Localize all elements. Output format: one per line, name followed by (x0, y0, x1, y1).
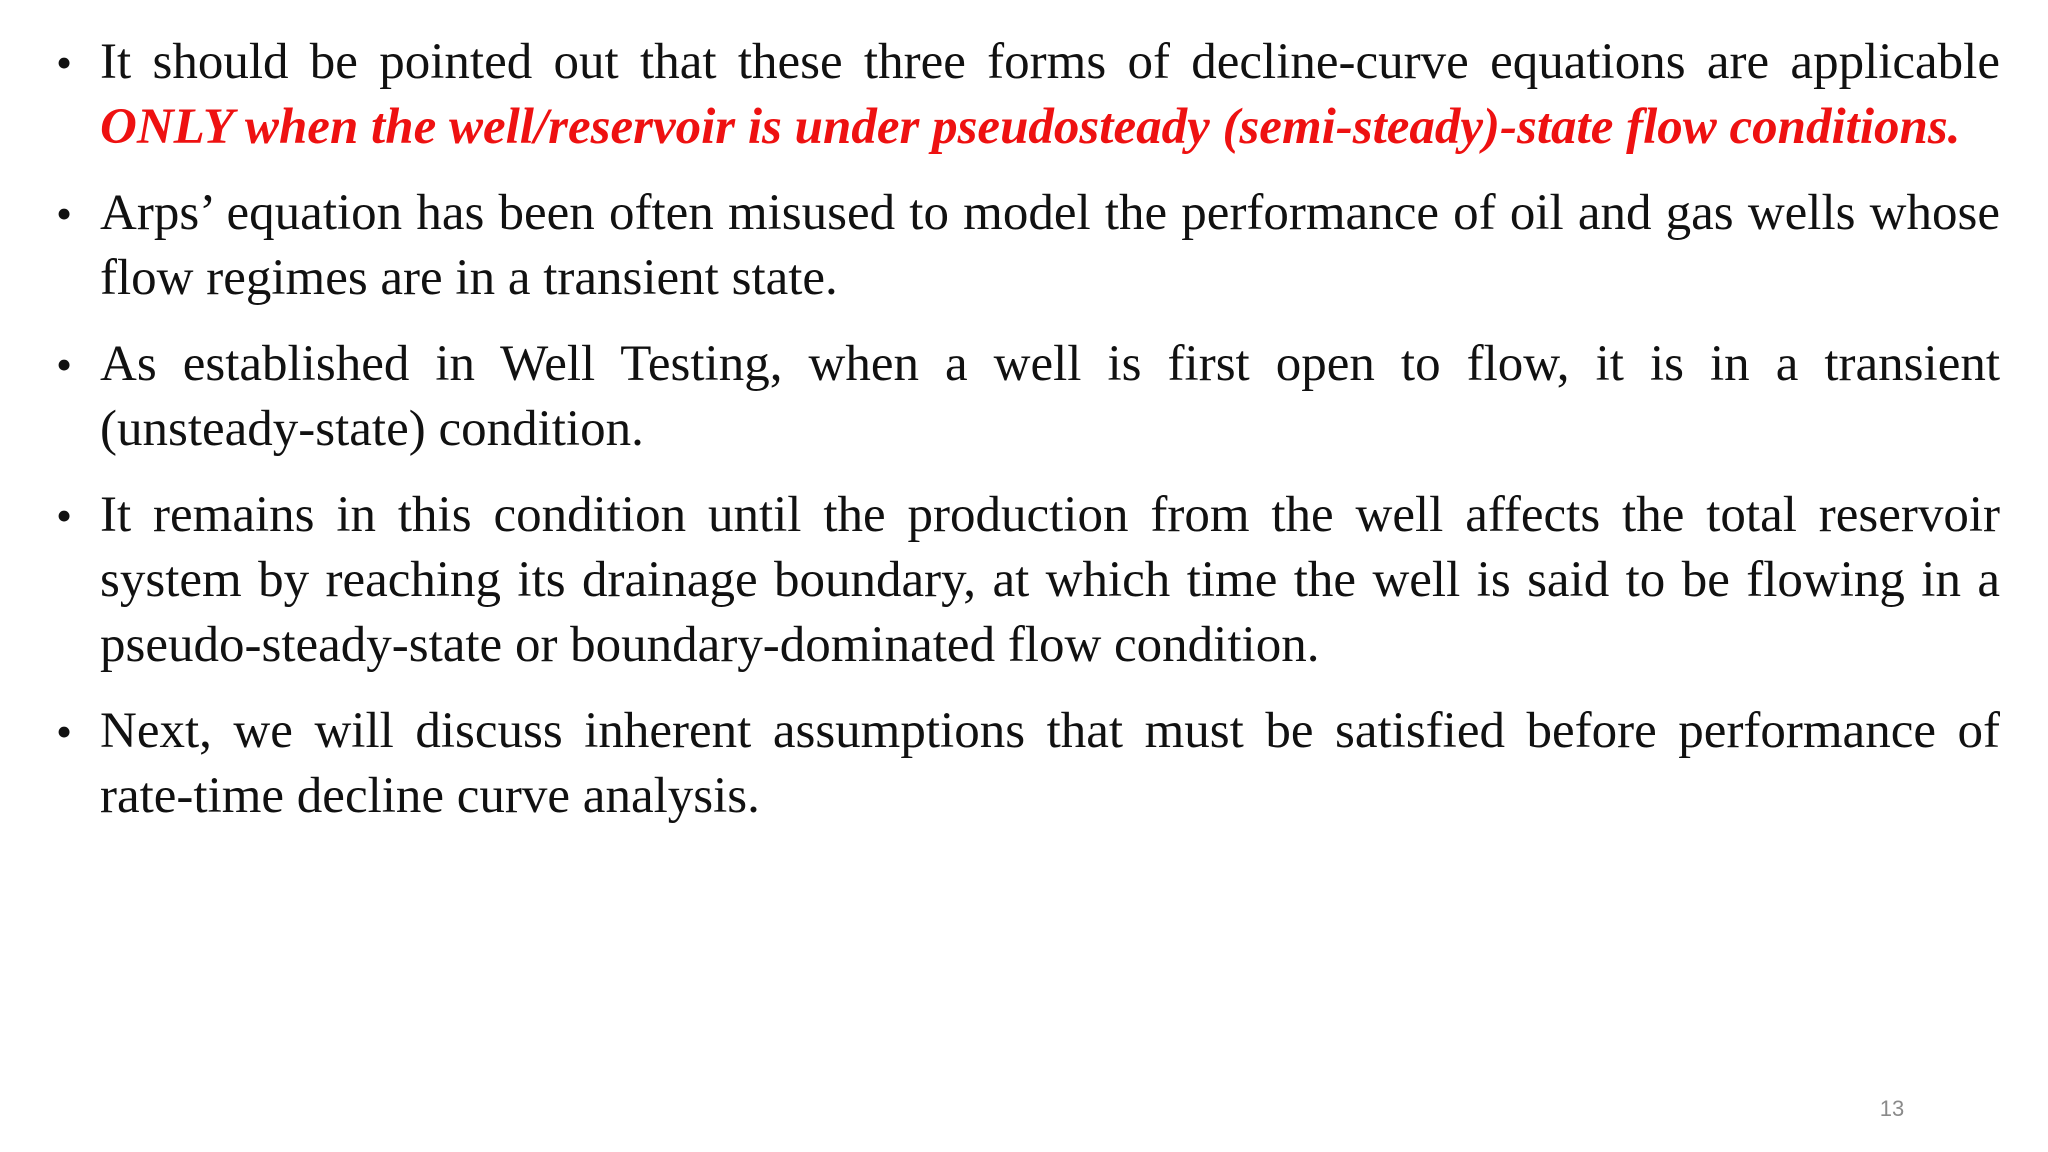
bullet-text: Arps’ equation has been often misused to model the performance of oil and gas wells whose flow regimes are in a transient state. (100, 185, 2000, 306)
bullet-list (56, 30, 2000, 850)
bullet-text: As established in Well Testing, when a well is first open to flow, it is in a transient (unsteady-state) condition. (100, 336, 2000, 457)
bullet-item (56, 181, 2000, 311)
bullet-dot-icon: • (56, 339, 73, 390)
bullet-dot-icon: • (56, 188, 73, 239)
bullet-dot-icon: • (56, 706, 73, 757)
bullet-item (56, 30, 2000, 160)
bullet-text: Next, we will discuss inherent assumptions that must be satisfied before performance of rate-time decline curve analysis. (100, 703, 2000, 824)
bullet-item (56, 483, 2000, 678)
bullet-text: It remains in this condition until the production from the well affects the total reservoir system by reaching its drainage boundary, at which time the well is said to be flowing in a pseudo-steady-state or boundary-dominated flow condition. (100, 487, 2000, 673)
bullet-emphasis-text: ONLY when the well/reservoir is under pseudosteady (semi-steady)-state flow conditions. (100, 99, 1961, 155)
bullet-dot-icon: • (56, 37, 73, 88)
bullet-item (56, 699, 2000, 829)
bullet-item (56, 332, 2000, 462)
page-number: 13 (1879, 1096, 1905, 1121)
bullet-text: It should be pointed out that these three forms of decline-curve equations are applicable (100, 34, 2000, 90)
bullet-dot-icon: • (56, 490, 73, 541)
